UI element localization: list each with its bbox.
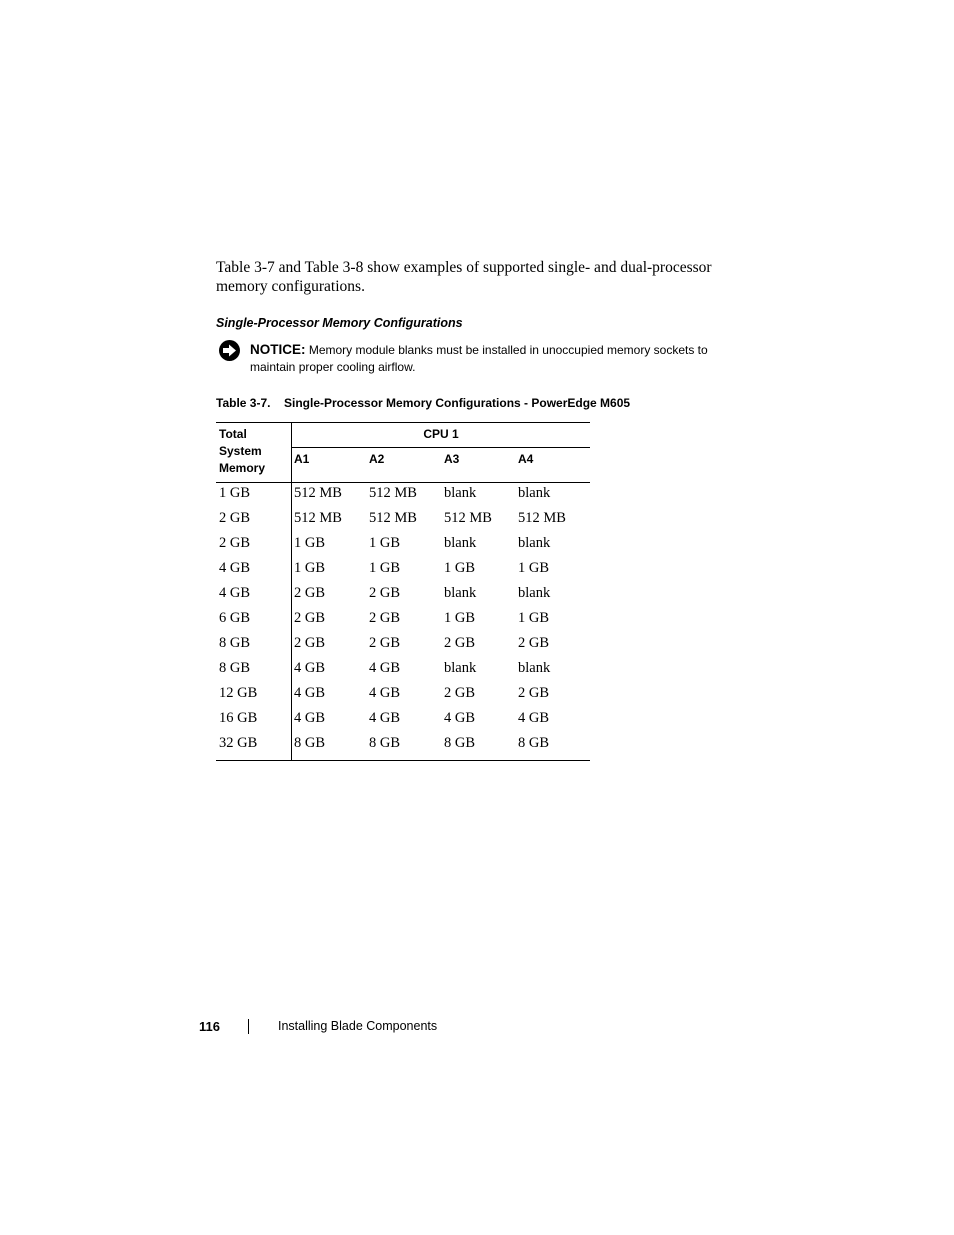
- cell-total-memory: 2 GB: [216, 534, 292, 559]
- cell-slot-a1: 2 GB: [294, 585, 326, 601]
- cell-total-memory: 6 GB: [216, 609, 292, 634]
- memory-config-table: [216, 422, 590, 761]
- cell-slot-a3: 4 GB: [444, 710, 476, 726]
- cell-slot-a2: 2 GB: [369, 585, 401, 601]
- header-total-system-memory: Total System Memory: [216, 423, 292, 483]
- table-row: [216, 659, 590, 684]
- table-row: [216, 509, 590, 534]
- header-cpu: CPU 1: [292, 423, 591, 448]
- cell-slot-a4: 512 MB: [518, 510, 566, 526]
- cell-slot-a1: 2 GB: [294, 610, 326, 626]
- cell-slot-a1: 4 GB: [294, 685, 326, 701]
- cell-slot-a2: 1 GB: [369, 560, 401, 576]
- cell-slot-a1: 2 GB: [294, 635, 326, 651]
- notice-arrow-icon: [218, 339, 241, 362]
- cell-slot-a2: 2 GB: [369, 610, 401, 626]
- cell-slot-a4: 1 GB: [518, 610, 550, 626]
- cell-slot-a1: 1 GB: [294, 560, 326, 576]
- cell-total-memory: 8 GB: [216, 659, 292, 684]
- intro-paragraph: Table 3-7 and Table 3-8 show examples of supported single- and dual-processor memory configurations.: [216, 259, 712, 295]
- cell-slot-a3: 1 GB: [444, 610, 476, 626]
- cell-slot-a2: 2 GB: [369, 635, 401, 651]
- cell-slot-a2: 512 MB: [369, 510, 417, 526]
- table-row: [216, 709, 590, 734]
- cell-slot-a1: 512 MB: [294, 510, 342, 526]
- footer-separator: [248, 1019, 249, 1034]
- cell-slot-a3: blank: [444, 485, 477, 501]
- section-heading: Single-Processor Memory Configurations: [216, 316, 463, 330]
- cell-total-memory: 32 GB: [216, 734, 292, 761]
- cell-slot-a3: blank: [444, 660, 477, 676]
- header-slot-a3: A3: [442, 448, 516, 483]
- cell-slot-a3: 1 GB: [444, 560, 476, 576]
- table-caption-number: Table 3-7.: [216, 396, 271, 410]
- cell-slot-a1: 4 GB: [294, 660, 326, 676]
- cell-slot-a3: blank: [444, 535, 477, 551]
- cell-slot-a2: 4 GB: [369, 685, 401, 701]
- cell-slot-a4: blank: [518, 535, 551, 551]
- page-number: 116: [199, 1019, 220, 1034]
- cell-total-memory: 8 GB: [216, 634, 292, 659]
- chapter-title: Installing Blade Components: [278, 1019, 438, 1033]
- cell-slot-a2: 4 GB: [369, 710, 401, 726]
- cell-slot-a4: 2 GB: [518, 685, 550, 701]
- cell-slot-a3: 512 MB: [444, 510, 492, 526]
- cell-slot-a2: 4 GB: [369, 660, 401, 676]
- table-row: [216, 734, 590, 761]
- cell-slot-a4: blank: [518, 485, 551, 501]
- cell-slot-a4: 4 GB: [518, 710, 550, 726]
- cell-slot-a2: 8 GB: [367, 734, 442, 761]
- notice-label: NOTICE:: [250, 342, 306, 357]
- table-body: [216, 483, 590, 761]
- cell-slot-a4: blank: [518, 585, 551, 601]
- header-slot-a4: A4: [516, 448, 590, 483]
- table-row: [216, 559, 590, 584]
- notice-message: Memory module blanks must be installed in unoccupied memory sockets to maintain proper cooling airflow.: [250, 343, 708, 374]
- cell-total-memory: 2 GB: [216, 509, 292, 534]
- cell-slot-a3: 2 GB: [444, 685, 476, 701]
- table-row: [216, 534, 590, 559]
- cell-slot-a4: 8 GB: [516, 734, 590, 761]
- cell-slot-a3: 2 GB: [444, 635, 476, 651]
- cell-slot-a3: blank: [444, 585, 477, 601]
- table-row: [216, 584, 590, 609]
- cell-total-memory: 1 GB: [216, 483, 292, 510]
- cell-slot-a4: blank: [518, 660, 551, 676]
- cell-slot-a3: 8 GB: [442, 734, 516, 761]
- cell-slot-a4: 2 GB: [518, 635, 550, 651]
- cell-slot-a4: 1 GB: [518, 560, 550, 576]
- table-row: [216, 634, 590, 659]
- cell-total-memory: 12 GB: [216, 684, 292, 709]
- cell-slot-a1: 1 GB: [294, 535, 326, 551]
- cell-slot-a1: 4 GB: [294, 710, 326, 726]
- table-row: [216, 609, 590, 634]
- cell-slot-a2: 1 GB: [369, 535, 401, 551]
- header-slot-a1: A1: [292, 448, 368, 483]
- table-caption: [216, 396, 630, 410]
- cell-slot-a1: 512 MB: [294, 485, 342, 501]
- cell-slot-a1: 8 GB: [292, 734, 368, 761]
- cell-total-memory: 16 GB: [216, 709, 292, 734]
- header-slot-a2: A2: [367, 448, 442, 483]
- table-caption-title: Single-Processor Memory Configurations - PowerEdge M605: [284, 396, 631, 410]
- cell-total-memory: 4 GB: [216, 559, 292, 584]
- cell-total-memory: 4 GB: [216, 584, 292, 609]
- table-row: [216, 483, 590, 510]
- cell-slot-a2: 512 MB: [369, 485, 417, 501]
- notice-text: [250, 341, 730, 376]
- table-row: [216, 684, 590, 709]
